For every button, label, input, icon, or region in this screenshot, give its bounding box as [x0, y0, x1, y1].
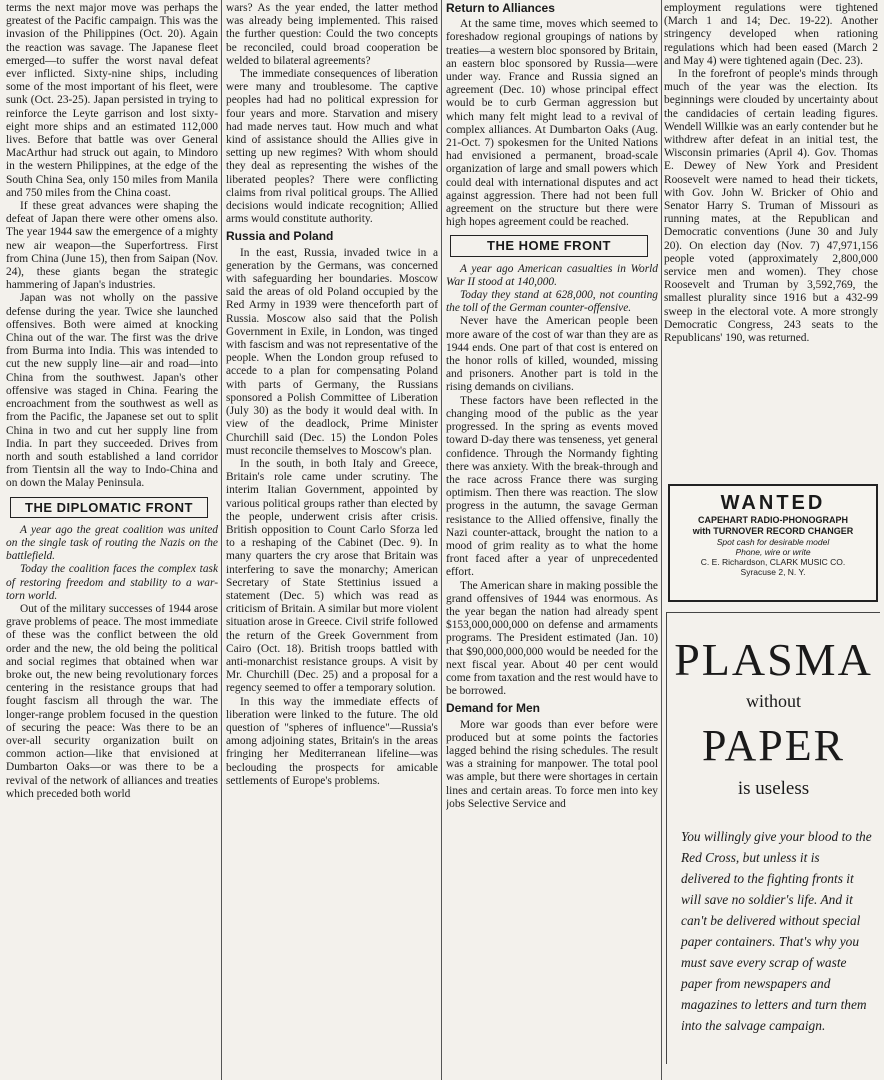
column-rule: [221, 0, 222, 1080]
article-paragraph: terms the next major move was perhaps the greatest of the Pacific campaign. This was the invasion of the Philippines (Oct. 20). Again the reaction was savage. The Japanese fleet emerged—to suffer the worst naval defeat ever inflicted. Sixty-nine ships, including some of the most important of his fleet, were sunk (Oct. 23-25). Japan persisted in trying to reinforce the Leyte garrison and lost sixty-eight more ships and an estimated 112,000 lives. Before that battle was over General MacArthur had struck out again, to Mindoro in the western Philippines, at the edge of the South China Sea, only 150 miles from Manila and 750 miles from the China coast.: [6, 2, 218, 199]
article-paragraph: employment regulations were tightened (March 1 and 14; Dec. 19-22). Another stringency developed when rationing regulations which had been eased (March 2 and May 4) were tightened again (Dec. 23).: [664, 2, 878, 67]
article-paragraph: In this way the immediate effects of liberation were linked to the future. The old question of "spheres of influence"—Russia's among adjoining states, Britain's in the areas fringing her Mediterranean lifeline—was beclouding the prospects for amicable settlements of Europe's problems.: [226, 695, 438, 787]
article-paragraph: At the same time, moves which seemed to foreshadow regional groupings of nations by treaties—a western bloc sponsored by Britain, an eastern bloc sponsored by Russia—were under way. France and Russia signed an agreement (Dec. 10) whose principal effect would be to curb German aggression but which many felt might lead to a revival of complex alliances. At Dumbarton Oaks (Aug. 21-Oct. 7) spokesmen for the United Nations had envisioned a permanent, broad-scale organization of large and small powers which could deal with international disputes and act against aggression. There had not been full agreement on the structure but there were high hopes agreement could be reached.: [446, 18, 658, 229]
column-3: [446, 2, 658, 1078]
return-to-alliances-heading: Return to Alliances: [446, 2, 555, 15]
column-rule: [441, 0, 442, 1080]
article-paragraph: In the south, in both Italy and Greece, Britain's role came under scrutiny. The interim Italian Government, appointed by various political groups rather than elected by the people, underwent crisis after crisis. British opposition to Count Carlo Sforza led to a reshaping of the Cabinet (Dec. 9). In many quarters the cry arose that Britain was interfering to save the monarchy; American Secretary of State Stettinius issued a statement (Dec. 5) which was read as criticism of Britain. A similar but more violent situation arose in Greece. Civil strife followed the return of the Greek Government from Cairo (Oct. 18). British troops battled with anti-monarchist resistance groups. A visit by Mr. Churchill (Dec. 25) and a proposal for a regency seemed to offer a temporary solution.: [226, 457, 438, 695]
without-text: without: [745, 691, 801, 711]
wanted-line: C. E. Richardson, CLARK MUSIC CO.: [700, 557, 846, 567]
column-4: [664, 2, 878, 447]
intro-italic: Today the coalition faces the complex task of restoring freedom and stability to a war-torn world.: [6, 563, 218, 602]
intro-italic: A year ago American casualties in World War II stood at 140,000.: [446, 262, 658, 288]
article-paragraph: If these great advances were shaping the defeat of Japan there were other omens also. The year 1944 saw the emergence of a mighty new air weapon—the Superfortress. First from China (June 15), then from Saipan (Nov. 24), these giants began the strategic hammering of Japan's industries.: [6, 200, 218, 292]
plasma-advertisement: [666, 612, 880, 1064]
article-paragraph: The American share in making possible the grand offensives of 1944 was enormous. As the year began the nation had already spent $153,000,000,000 on defense and armaments programs. The President estimated (Jan. 10) that $90,000,000,000 would be needed for the next fiscal year. About 40 per cent would come from taxation and the rest would have to be borrowed.: [446, 579, 658, 698]
useless-text: is useless: [737, 778, 810, 799]
article-paragraph: In the forefront of people's minds through much of the year was the election. Its beginnings were clouded by uncertainty about the candidacies of certain leading figures. Wendell Willkie was an early contender but he withdrew after defeat in an initial test, the Wisconsin primaries (April 4). Gov. Thomas E. Dewey of New York and President Roosevelt were named to head their tickets, with Gov. John W. Bricker of Ohio and Senator Harry S. Truman of Missouri as running mates, at the Republican and Democratic conventions (June 30 and July 20). On election day (Nov. 7) 47,971,156 people voted (approximately 2,800,000 service men and women). They chose Roosevelt and Truman by 3,592,769, the smallest plurality since 1916 but a 432-99 sweep in the electoral vote. A more strongly Democratic Congress, 243 seats to the Republicans' 190, was returned.: [664, 68, 878, 345]
diplomatic-front-heading: THE DIPLOMATIC FRONT: [10, 497, 208, 518]
paper-headline: PAPER: [702, 721, 845, 770]
article-paragraph: wars? As the year ended, the latter method was already being implemented. This raised the further question: Could the two concepts be reconciled, could broad cooperation be welded to bilateral agreements?: [226, 2, 438, 67]
intro-italic: Today they stand at 628,000, not counting the toll of the German counter-offensive.: [446, 289, 658, 315]
column-2: [226, 2, 438, 1078]
home-front-heading: THE HOME FRONT: [450, 235, 648, 256]
russia-poland-heading: Russia and Poland: [226, 229, 334, 244]
article-paragraph: Never have the American people been more aware of the cost of war than they are as 1944 ends. One part of that cost is entered on the honor rolls of killed, wounded, missing and prisoners. Another part is told in the rising demands on civilians.: [446, 315, 658, 394]
article-paragraph: The immediate consequences of liberation were many and troublesome. The captive peoples had had no political expression for four years and more. Starvation and misery had made nerves taut. How much and what kind of assistance should the Allies give in setting up new regimes? With whom should they deal as representing the wishes of the liberated peoples? There were conflicting claims from rival political groups. The Allied decisions would indicate recognition; Allied arms would constitute authority.: [226, 68, 438, 226]
wanted-advertisement: [668, 484, 878, 602]
column-1: [6, 2, 218, 1078]
column-rule: [661, 0, 662, 1080]
article-paragraph: More war goods than ever before were produced but at some points the factories lagged behind the rising schedules. The result was a straining for manpower. The total pool was ample, but there were shortages in certain lines and certain areas. To force men into key jobs Selective Service and: [446, 718, 658, 810]
wanted-line: Syracuse 2, N. Y.: [740, 567, 806, 577]
article-paragraph: These factors have been reflected in the changing mood of the public as the year progressed. In the spring as events moved toward D-day there was tenseness, yet general confidence. Through the Normandy fighting there was anxiety. With the break-through and the race across France there was surging optimism. Then there was reaction. The slow progress in the autumn, the savage German resistance to the Allied offensive, finally the Nazi counter-attack, brought the nation to a mood of grim reality as to what the home front faced after a year of unprecedented effort.: [446, 394, 658, 579]
wanted-title: WANTED: [720, 492, 826, 514]
article-paragraph: In the east, Russia, invaded twice in a generation by the Germans, was concerned with safeguarding her boundaries. Moscow said the areas of old Poland occupied by the Red Army in 1939 were thenceforth part of Russia. Moscow also said that the Polish Government in Exile, in London, was tinged with fascism and was not representative of the people. When the London group refused to accede to a plan for compensating Poland with parts of Germany, the Russians sponsored a Polish Committee of Liberation (July 30) as the body it would deal with. In view of the deadlock, Prime Minister Churchill said (Dec. 15) the London Poles must reconcile themselves to Moscow's plan.: [226, 246, 438, 457]
demand-for-men-heading: Demand for Men: [446, 701, 541, 716]
article-paragraph: Japan was not wholly on the passive defense during the year. Twice she launched offensives. Both were aimed at knocking China out of the war. The first was the drive from Burma into India. This was intended to cut the new supply line—air and road—into China from the southwest. Japan's other offensive was staged in China. Fearing the encroachment from the southwest as well as from the Pacific, the Japanese set out to split China in two and cut her supply line from India. In part they succeeded. Drives from north and south established a land corridor from Tientsin all the way to Indo-China and on down the Malay Peninsula.: [6, 292, 218, 490]
wanted-line: CAPEHART RADIO-PHONOGRAPH: [697, 515, 848, 525]
plasma-headline: PLASMA: [674, 634, 873, 685]
wanted-line: with TURNOVER RECORD CHANGER: [692, 526, 854, 536]
plasma-ad-body: You willingly give your blood to the Red Cross, but unless it is delivered to the fighting fronts it will save no soldier's life. And it can't be delivered without special paper containers. That's why you must save every scrap of waste paper from newspapers and magazines to letters and turn them into the salvage campaign.: [681, 829, 872, 1033]
wanted-line: Phone, wire or write: [735, 547, 811, 557]
wanted-line: Spot cash for desirable model: [716, 537, 830, 547]
intro-italic: A year ago the great coalition was united on the single task of routing the Nazis on the battlefield.: [6, 523, 218, 563]
article-paragraph: Out of the military successes of 1944 arose grave problems of peace. The most immediate of these was the conflict between the old order and the new, the old being the political and social regimes that obtained when war broke out, the new being revolutionary forces centering in the resistance groups that had fought fascism all through the war. The longer-range problem focused in the question of securing the peace: Was there to be an over-all security organization built on common action—like that envisioned at Dumbarton Oaks—or was there to be a revival of the network of alliances and treaties which preceded both world: [6, 602, 218, 800]
